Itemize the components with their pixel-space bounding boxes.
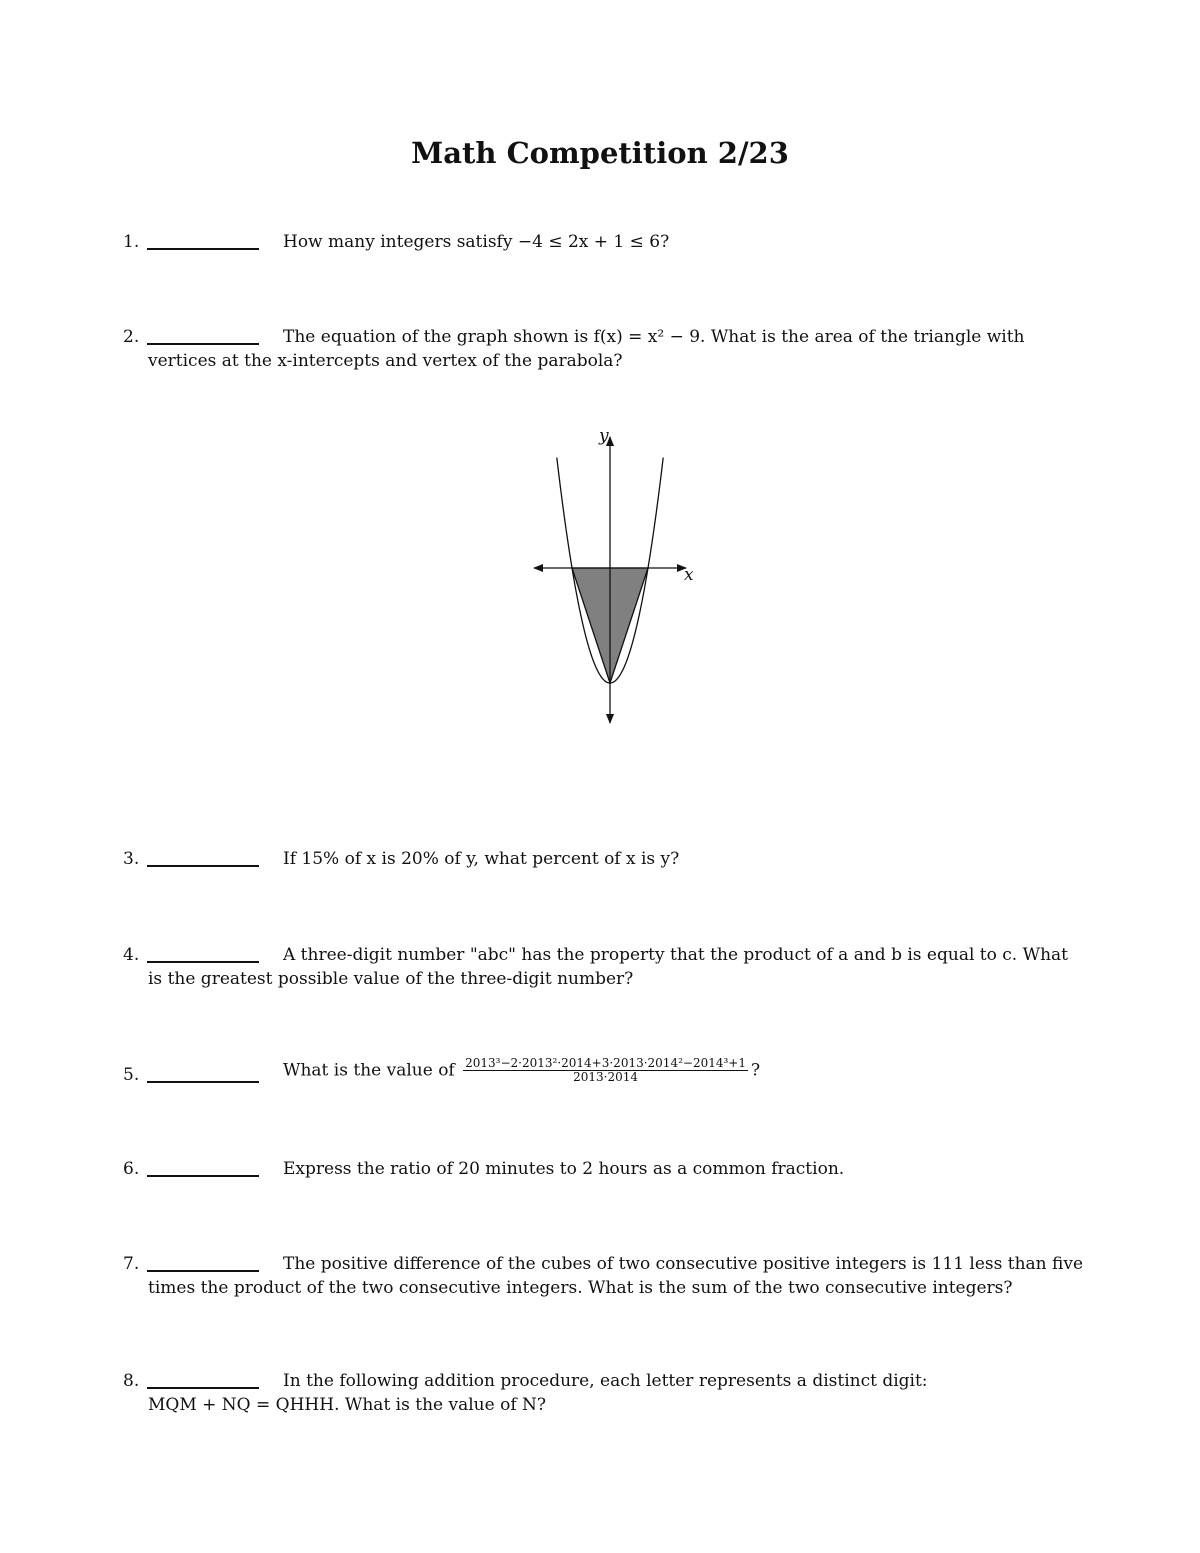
- problem-text: The equation of the graph shown is f(x) = x² − 9. What is the area of the triangle with: [283, 327, 1025, 347]
- answer-blank[interactable]: [147, 1175, 259, 1177]
- x-axis-label: x: [684, 565, 694, 585]
- problem-text-group: [283, 1057, 760, 1084]
- problem-3: [123, 847, 1083, 871]
- problem-number: 6.: [123, 1159, 140, 1179]
- fraction-numerator: 2013³−2·2013²·2014+3·2013·2014²−2014³+1: [465, 1056, 746, 1070]
- problem-number: 5.: [123, 1065, 140, 1085]
- answer-blank[interactable]: [147, 343, 259, 345]
- answer-blank[interactable]: [147, 1387, 259, 1389]
- problem-text: A three-digit number "abc" has the property that the product of a and b is equal to c. What: [283, 945, 1068, 965]
- page-title: Math Competition 2/23: [411, 136, 789, 170]
- problem-7: [123, 1252, 1083, 1300]
- problem-number: 8.: [123, 1371, 140, 1391]
- answer-blank[interactable]: [147, 248, 259, 250]
- problem-text-continued: vertices at the x-intercepts and vertex of the parabola?: [148, 351, 623, 371]
- y-axis-label: y: [599, 426, 609, 446]
- problem-text: How many integers satisfy −4 ≤ 2x + 1 ≤ 6?: [283, 232, 670, 252]
- problem-text-continued: is the greatest possible value of the three-digit number?: [148, 969, 634, 989]
- answer-blank[interactable]: [147, 865, 259, 867]
- problem-text: The positive difference of the cubes of two consecutive positive integers is 111 less than five: [283, 1254, 1084, 1274]
- problem-4: [123, 943, 1083, 991]
- fraction-denominator: 2013·2014: [573, 1070, 638, 1084]
- problem-1: [123, 230, 1083, 254]
- problem-text: What is the value of: [283, 1060, 455, 1081]
- problem-text-continued: times the product of the two consecutive integers. What is the sum of the two consecutive integers?: [148, 1278, 1013, 1298]
- parabola-graph: [520, 425, 710, 730]
- problem-text: If 15% of x is 20% of y, what percent of x is y?: [283, 849, 680, 869]
- problem-text: In the following addition procedure, each letter represents a distinct digit:: [283, 1371, 928, 1391]
- answer-blank[interactable]: [147, 961, 259, 963]
- answer-blank[interactable]: [147, 1081, 259, 1083]
- problem-number: 3.: [123, 849, 140, 869]
- fraction: [463, 1057, 748, 1084]
- problem-number: 7.: [123, 1254, 140, 1274]
- problem-number: 4.: [123, 945, 140, 965]
- problem-number: 1.: [123, 232, 140, 252]
- problem-5: [123, 1056, 1083, 1087]
- problem-number: 2.: [123, 327, 140, 347]
- answer-blank[interactable]: [147, 1270, 259, 1272]
- problem-8: [123, 1369, 1083, 1417]
- problem-2: [123, 325, 1083, 373]
- problem-6: [123, 1157, 1083, 1181]
- problem-text: Express the ratio of 20 minutes to 2 hours as a common fraction.: [283, 1159, 845, 1179]
- question-mark: ?: [750, 1060, 761, 1081]
- problem-text-continued: MQM + NQ = QHHH. What is the value of N?: [148, 1395, 546, 1415]
